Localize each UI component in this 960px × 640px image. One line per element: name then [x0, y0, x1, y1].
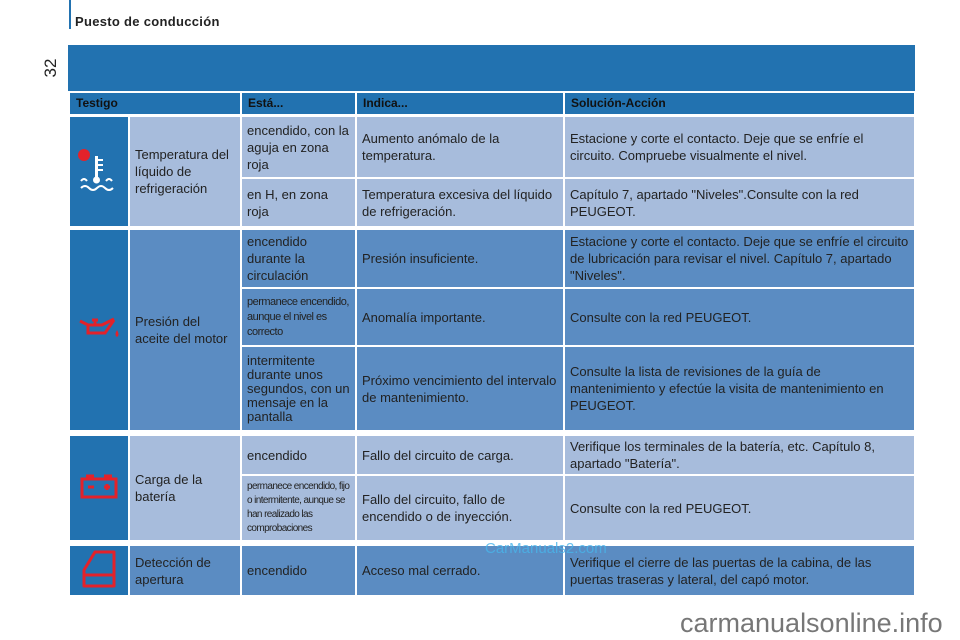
solucion-cell: Consulte con la red PEUGEOT.	[564, 288, 915, 346]
indica-cell: Próximo vencimiento del intervalo de mantenimiento.	[356, 346, 564, 431]
esta-cell: permanece encendido, fijo o intermitente, aunque se han realizado las comprobaciones	[241, 475, 356, 541]
solucion-cell: Consulte con la red PEUGEOT.	[564, 475, 915, 541]
oil-pressure-icon	[69, 229, 129, 431]
col-esta: Está...	[241, 92, 356, 115]
page-number: 32	[41, 58, 60, 78]
indica-cell: Acceso mal cerrado.	[356, 545, 564, 596]
esta-cell: permanece encendido, aunque el nivel es correcto	[241, 288, 356, 346]
watermark: carmanualsonline.info	[680, 608, 943, 638]
solucion-cell: Verifique el cierre de las puertas de la cabina, de las puertas traseras y lateral, del capó motor.	[564, 545, 915, 596]
esta-cell: encendido	[241, 545, 356, 596]
indica-cell: Anomalía importante.	[356, 288, 564, 346]
title-band	[68, 45, 915, 92]
header-rule	[69, 0, 71, 29]
esta-cell: encendido, con la aguja en zona roja	[241, 116, 356, 178]
solucion-cell: Estacione y corte el contacto. Deje que se enfríe el circuito. Compruebe visualmente el nivel.	[564, 116, 915, 178]
indica-cell: Fallo del circuito, fallo de encendido o de inyección.	[356, 475, 564, 541]
indica-cell: Fallo del circuito de carga.	[356, 435, 564, 475]
solucion-cell: Capítulo 7, apartado "Niveles".Consulte con la red PEUGEOT.	[564, 178, 915, 227]
indica-cell: Aumento anómalo de la temperatura.	[356, 116, 564, 178]
col-indica: Indica...	[356, 92, 564, 115]
solucion-cell: Estacione y corte el contacto. Deje que se enfríe el circuito de lubricación para revisar el nivel. Capítulo 7, apartado "Niveles".	[564, 229, 915, 288]
esta-cell: intermitente durante unos segundos, con un mensaje en la pantalla	[241, 346, 356, 431]
indicator-name: Detección de apertura	[129, 545, 241, 596]
coolant-temperature-icon	[69, 116, 129, 227]
col-testigo: Testigo	[69, 92, 241, 115]
group-battery	[68, 434, 916, 542]
indicator-name: Presión del aceite del motor	[129, 229, 241, 431]
solucion-cell: Verifique los terminales de la batería, etc. Capítulo 8, apartado "Batería".	[564, 435, 915, 475]
indicator-name: Carga de la batería	[129, 435, 241, 541]
table-header	[68, 91, 916, 116]
indica-cell: Presión insuficiente.	[356, 229, 564, 288]
solucion-cell: Consulte la lista de revisiones de la guía de mantenimiento y efectúe la visita de mantenimiento en PEUGEOT.	[564, 346, 915, 431]
indica-cell: Temperatura excesiva del líquido de refrigeración.	[356, 178, 564, 227]
indicator-name: Temperatura del líquido de refrigeración	[129, 116, 241, 227]
col-solucion: Solución-Acción	[564, 92, 915, 115]
door-open-icon	[69, 545, 129, 596]
esta-cell: encendido	[241, 435, 356, 475]
group-coolant	[68, 115, 916, 228]
battery-icon	[69, 435, 129, 541]
group-oil	[68, 228, 916, 432]
esta-cell: en H, en zona roja	[241, 178, 356, 227]
watermark: CarManuals2.com	[485, 540, 607, 557]
esta-cell: encendido durante la circulación	[241, 229, 356, 288]
section-title: Puesto de conducción	[75, 14, 220, 29]
